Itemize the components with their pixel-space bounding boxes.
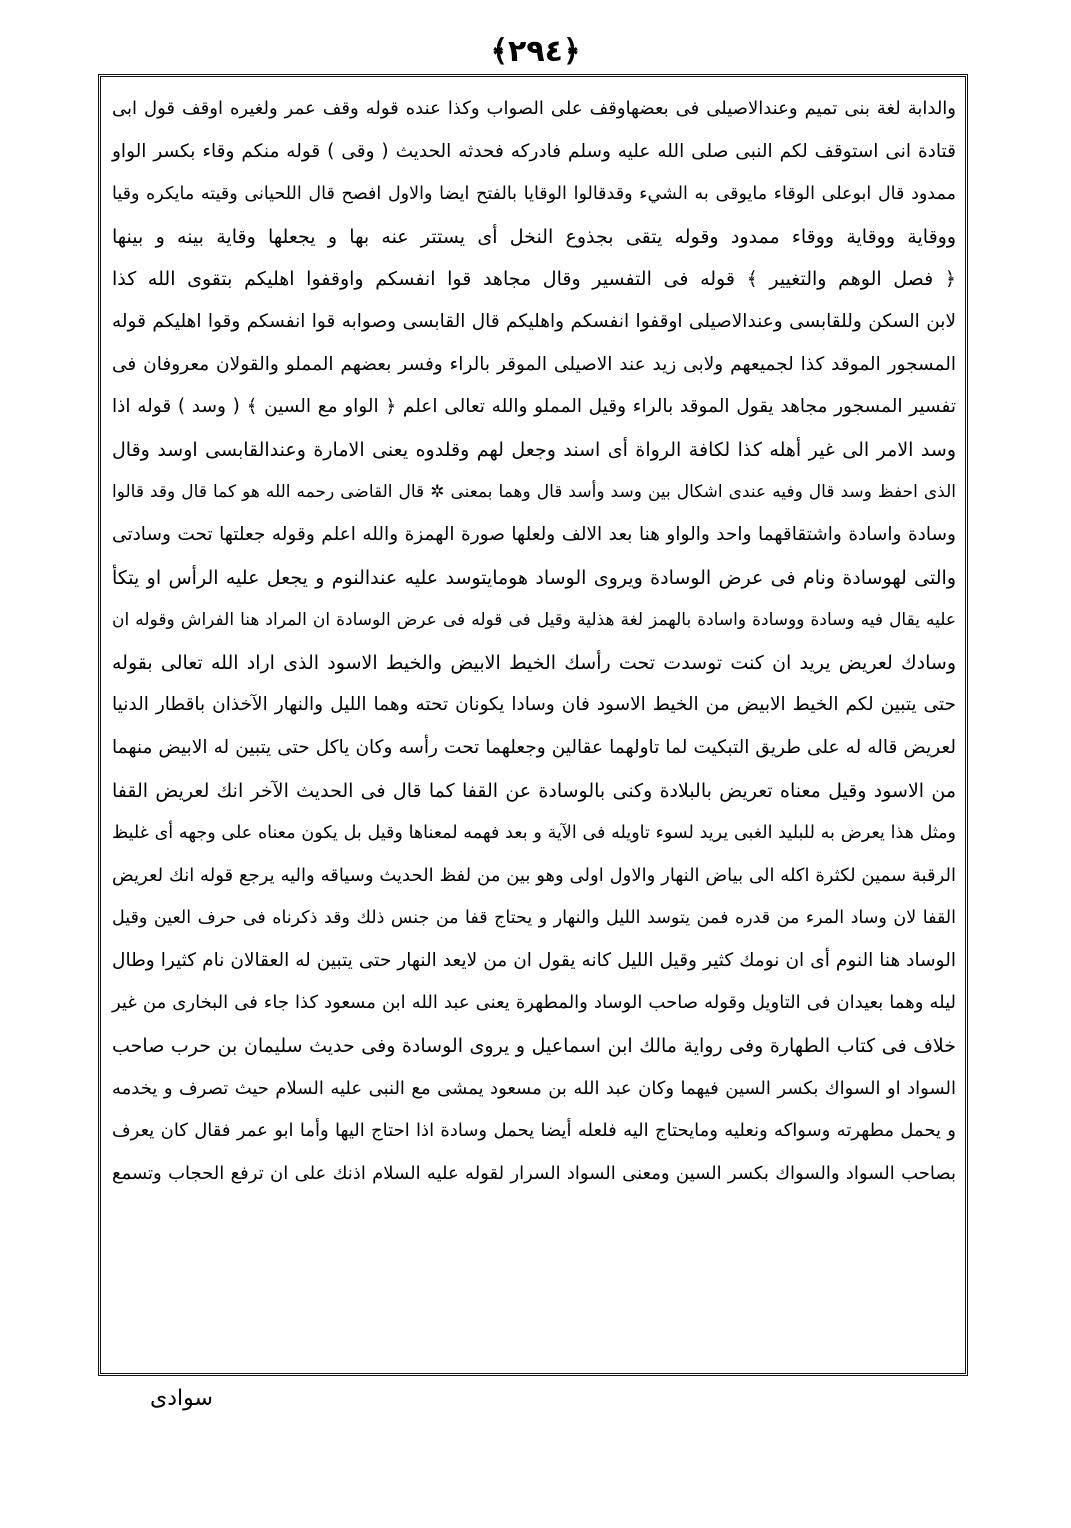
text-line: المسجور الموقد كذا لجميعهم ولابى زيد عند الاصيلى الموقر بالراء وفسر بعضهم المملو والقولان معروفان فى bbox=[112, 353, 956, 375]
text-line: القفا لان وساد المرء من قدره فمن يتوسد الليل والنهار و يحتاج قفا من جنس ذلك وقد ذكرناه فى حرف العين وقيل bbox=[112, 908, 956, 929]
text-line: وسادك لعريض يريد ان كنت توسدت تحت رأسك الخيط الابيض والخيط الاسود الذى اراد الله تعالى بقوله bbox=[112, 651, 956, 674]
text-line: الرقبة سمين لكثرة اكله الى بياض النهار والاول اولى وهو بين من لفظ الحديث وسياقه واليه يرجع قوله انك لعريض bbox=[112, 864, 956, 886]
catchword: سوادى bbox=[150, 1386, 213, 1411]
text-line: لابن السكن وللقابسى وعندالاصيلى اوقفوا انفسكم واهليكم قال القابسى وصوابه قوا انفسكم وقوا اهليكم قوله bbox=[112, 310, 956, 332]
text-line: تفسير المسجور مجاهد يقول الموقد بالراء وقيل المملو والله تعالى اعلم ﴿ الواو مع السين ﴾ ( وسد ) قوله اذا bbox=[112, 396, 956, 418]
text-line: الوساد هنا النوم أى ان نومك كثير وقيل الليل كانه يقول ان من لايعد النهار حتى يتبين له العقالان نام كثيرا وطال bbox=[112, 949, 956, 971]
text-line: السواد او السواك بكسر السين فيهما وكان عبد الله بن مسعود يمشى مع النبى عليه السلام حيث تصرف و يخدمه bbox=[112, 1077, 956, 1099]
text-line: الذى احفظ وسد قال وفيه عندى اشكال بين وسد وأسد قال وهما بمعنى ✲ قال القاضى رحمه الله هو كما قال وقد قالوا bbox=[112, 482, 956, 503]
text-line: خلاف فى كتاب الطهارة وفى رواية مالك ابن اسماعيل و يروى الوسادة وفى حديث سليمان بن حرب صاحب bbox=[112, 1035, 956, 1058]
text-line: ﴿ فصل الوهم والتغيير ﴾ قوله فى التفسير وقال مجاهد قوا انفسكم واوقفوا اهليكم بتقوى الله كذا bbox=[112, 268, 956, 291]
text-line: ليله وهما بعيدان فى التاويل وقوله صاحب الوساد والمطهرة يعنى عبد الله ابن مسعود كذا جاء فى البخارى من غير bbox=[112, 992, 956, 1014]
text-line: ممدود قال ابوعلى الوقاء مايوقى به الشيء وقدقالوا الوقايا بالفتح ايضا والاول افصح قال اللحيانى وقيته مايكره وقيا bbox=[112, 184, 956, 205]
text-line: ومثل هذا يعرض به للبليد الغبى يريد لسوء تاويله فى الآية و بعد فهمه لمعناها وقيل بل يكون معناه على وجهه أى غليظ bbox=[112, 823, 956, 844]
text-line: بصاحب السواد والسواك بكسر السين ومعنى السواد السرار لقوله عليه السلام اذنك على ان ترفع الحجاب وتسمع bbox=[112, 1162, 956, 1184]
text-line: من الاسود وقيل معناه تعريض بالبلادة وكنى بالوسادة عن القفا كما قال فى الحديث الآخر انك لعريض القفا bbox=[112, 779, 956, 802]
text-line: وسد الامر الى غير أهله كذا لكافة الرواة أى اسند وجعل لهم وقلدوه يعنى الامارة وعندالقابسى اوسد وقال bbox=[112, 438, 956, 461]
text-line: والتى لهوسادة ونام فى عرض الوسادة ويروى الوساد هومايتوسد عليه عندالنوم و يجعل عليه الرأس او يتكأ bbox=[112, 566, 956, 589]
text-line: حتى يتبين لكم الخيط الابيض من الخيط الاسود فان وسادا يكونان تحته وهما الليل والنهار الآخذان باقطار الدنيا bbox=[112, 694, 956, 716]
text-line: لعريض قاله له على طريق التبكيت لما تاولهما عقالين وجعلهما تحت رأسه وكان ياكل حتى يتبين له الابيض منهما bbox=[112, 736, 956, 758]
page-number: ﴿٢٩٤﴾ bbox=[490, 34, 581, 69]
text-line: وسادة واسادة واشتقاقهما واحد والواو هنا بعد الالف ولعلها صورة الهمزة والله اعلم وقوله جعلتها تحت وسادتى bbox=[112, 523, 956, 545]
text-line: قتادة انى استوقف لكم النبى صلى الله عليه وسلم فادركه فحدثه الحديث ( وقى ) قوله منكم وقاء بكسر الواو bbox=[112, 140, 956, 162]
text-line: والدابة لغة بنى تميم وعندالاصيلى فى بعضهاوقف على الصواب وكذا عنده قوله وقف عمر ولغيره اوقف قول ابى bbox=[112, 98, 956, 119]
text-line: ووقاية ووقاية ووقاء ممدود وقوله يتقى بجذوع النخل أى يستتر عنه بها و يجعلها وقاية بينه و بينها bbox=[112, 225, 956, 248]
text-line: و يحمل مطهرته وسواكه ونعليه ومايحتاج اليه فلعله أيضا يحمل وسادة اذا احتاج اليها وأما ابو عمر فقال كان يعرف bbox=[112, 1120, 956, 1142]
main-text-block bbox=[108, 88, 960, 1368]
text-line: عليه يقال فيه وسادة ووسادة واسادة بالهمز لغة هذلية وقيل فى قوله فى عرض الوسادة ان المراد هنا الفراش وقوله ان bbox=[112, 610, 956, 631]
